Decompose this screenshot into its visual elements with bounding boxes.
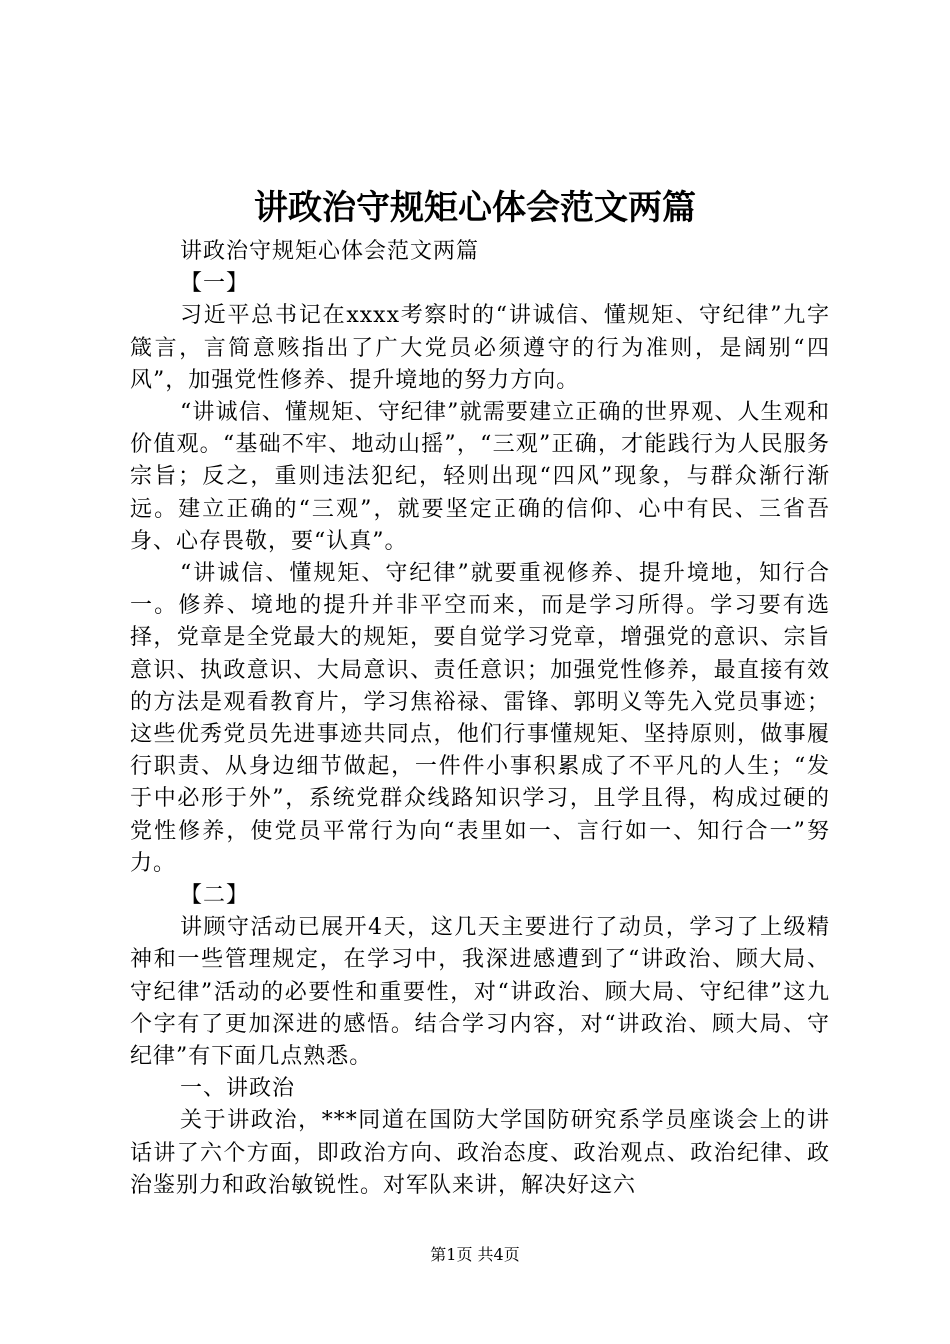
document-subtitle: 讲政治守规矩心体会范文两篇 <box>180 239 480 264</box>
document-title: 讲政治守规矩心体会范文两篇 <box>254 188 696 228</box>
section-heading-1: 【一】 <box>180 271 250 297</box>
paragraph: 讲顾守活动已展开4天，这几天主要进行了动员，学习了上级精神和一些管理规定，在学习中，我深进感遭到了“讲政治、顾大局、守纪律”活动的必要性和重要性，对“讲政治、顾大局、守纪律”这九个字有了更加深进的感悟。结合学习内容，对“讲政治、顾大局、守纪律”有下面几点熟悉。 <box>130 915 830 1070</box>
paragraph: “讲诚信、懂规矩、守纪律”就要重视修养、提升境地，知行合一。修养、境地的提升并非平空而来，而是学习所得。学习要有选择，党章是全党最大的规矩，要自觉学习党章，增强党的意识、宗旨意识、执政意识、大局意识、责任意识；加强党性修养，最直接有效的方法是观看教育片，学习焦裕禄、雷锋、郭明义等先入党员事迹；这些优秀党员先进事迹共同点，他们行事懂规矩、坚持原则，做事履行职责、从身边细节做起，一件件小事积累成了不平凡的人生；“发于中必形于外”，系统党群众线路知识学习，且学且得，构成过硬的党性修养，使党员平常行为向“表里如一、言行如一、知行合一”努力。 <box>130 561 830 876</box>
paragraph: 习近平总书记在xxxx考察时的“讲诚信、懂规矩、守纪律”九字箴言，言简意赅指出了广大党员必须遵守的行为准则，是阔别“四风”，加强党性修养、提升境地的努力方向。 <box>130 303 830 393</box>
subheading: 一、讲政治 <box>180 1076 296 1102</box>
document-body <box>130 236 830 1202</box>
section-heading-2: 【二】 <box>180 883 250 909</box>
page-footer: 第1页 共4页 <box>430 1245 520 1264</box>
paragraph: “讲诚信、懂规矩、守纪律”就需要建立正确的世界观、人生观和价值观。“基础不牢、地动山摇”，“三观”正确，才能践行为人民服务宗旨；反之，重则违法犯纪，轻则出现“四风”现象，与群众渐行渐远。建立正确的“三观”，就要坚定正确的信仰、心中有民、三省吾身、心存畏敬，要“认真”。 <box>130 400 830 554</box>
paragraph: 关于讲政治，***同道在国防大学国防研究系学员座谈会上的讲话讲了六个方面，即政治方向、政治态度、政治观点、政治纪律、政治鉴别力和政治敏锐性。对军队来讲，解决好这六 <box>130 1108 830 1198</box>
